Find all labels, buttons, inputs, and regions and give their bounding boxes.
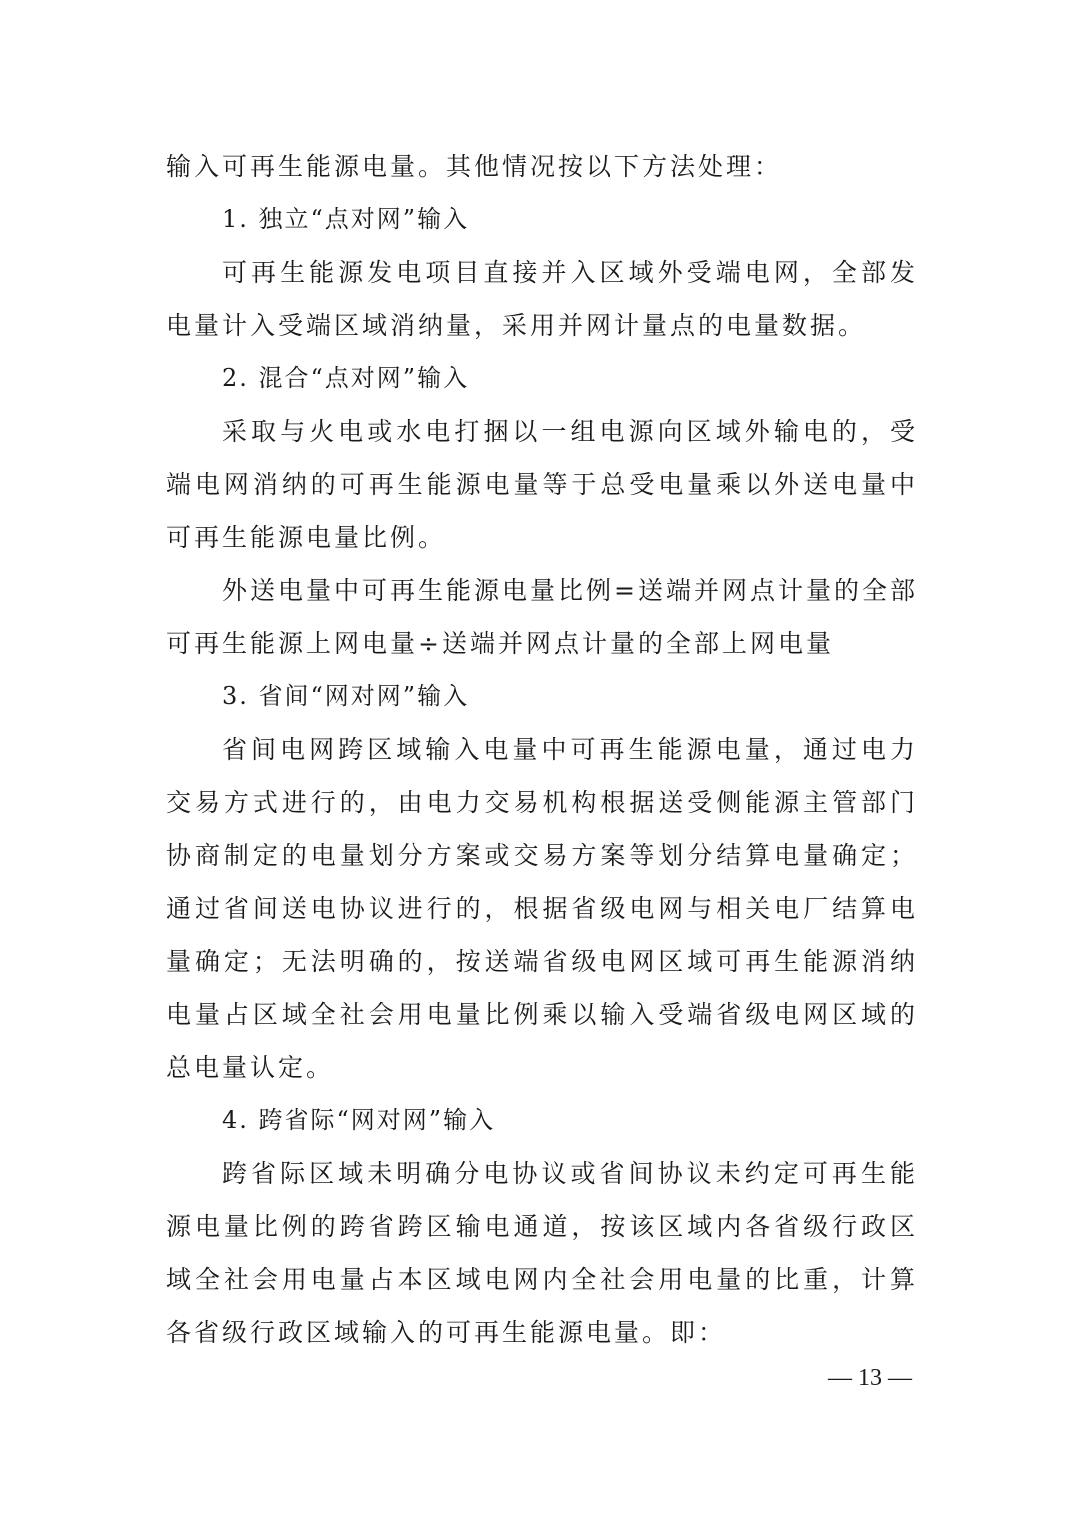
paragraph-inter-provincial: 省间电网跨区域输入电量中可再生能源电量，通过电力交易方式进行的，由电力交易机构根据送受侧能源主管部门协商制定的电量划分方案或交易方案等划分结算电量确定；通过省间送电协议进行的，根据省级电网与相关电厂结算电量确定；无法明确的，按送端省级电网区域可再生能源消纳电量占区域全社会用电量比例乘以输入受端省级电网区域的总电量认定。 [166, 735, 918, 1082]
section-heading-1: 1. 独立“点对网”输入 [222, 205, 470, 233]
page-number: — 13 — [828, 1365, 912, 1391]
paragraph-mixed-point-to-grid: 采取与火电或水电打捆以一组电源向区域外输电的，受端电网消纳的可再生能源电量等于总受电量乘以外送电量中可再生能源电量比例。 [166, 417, 918, 552]
section-heading-2: 2. 混合“点对网”输入 [222, 364, 470, 392]
document-body [166, 140, 918, 1359]
paragraph-ratio-formula: 外送电量中可再生能源电量比例=送端并网点计量的全部可再生能源上网电量÷送端并网点计量的全部上网电量 [166, 576, 918, 658]
paragraph-point-to-grid: 可再生能源发电项目直接并入区域外受端电网，全部发电量计入受端区域消纳量，采用并网计量点的电量数据。 [166, 258, 918, 340]
paragraph-continuation: 输入可再生能源电量。其他情况按以下方法处理： [166, 152, 783, 181]
section-heading-3: 3. 省间“网对网”输入 [222, 682, 470, 710]
paragraph-cross-provincial: 跨省际区域未明确分电协议或省间协议未约定可再生能源电量比例的跨省跨区输电通道，按该区域内各省级行政区域全社会用电量占本区域电网内全社会用电量的比重，计算各省级行政区域输入的可再生能源电量。即： [166, 1159, 918, 1347]
section-heading-4: 4. 跨省际“网对网”输入 [222, 1106, 496, 1134]
